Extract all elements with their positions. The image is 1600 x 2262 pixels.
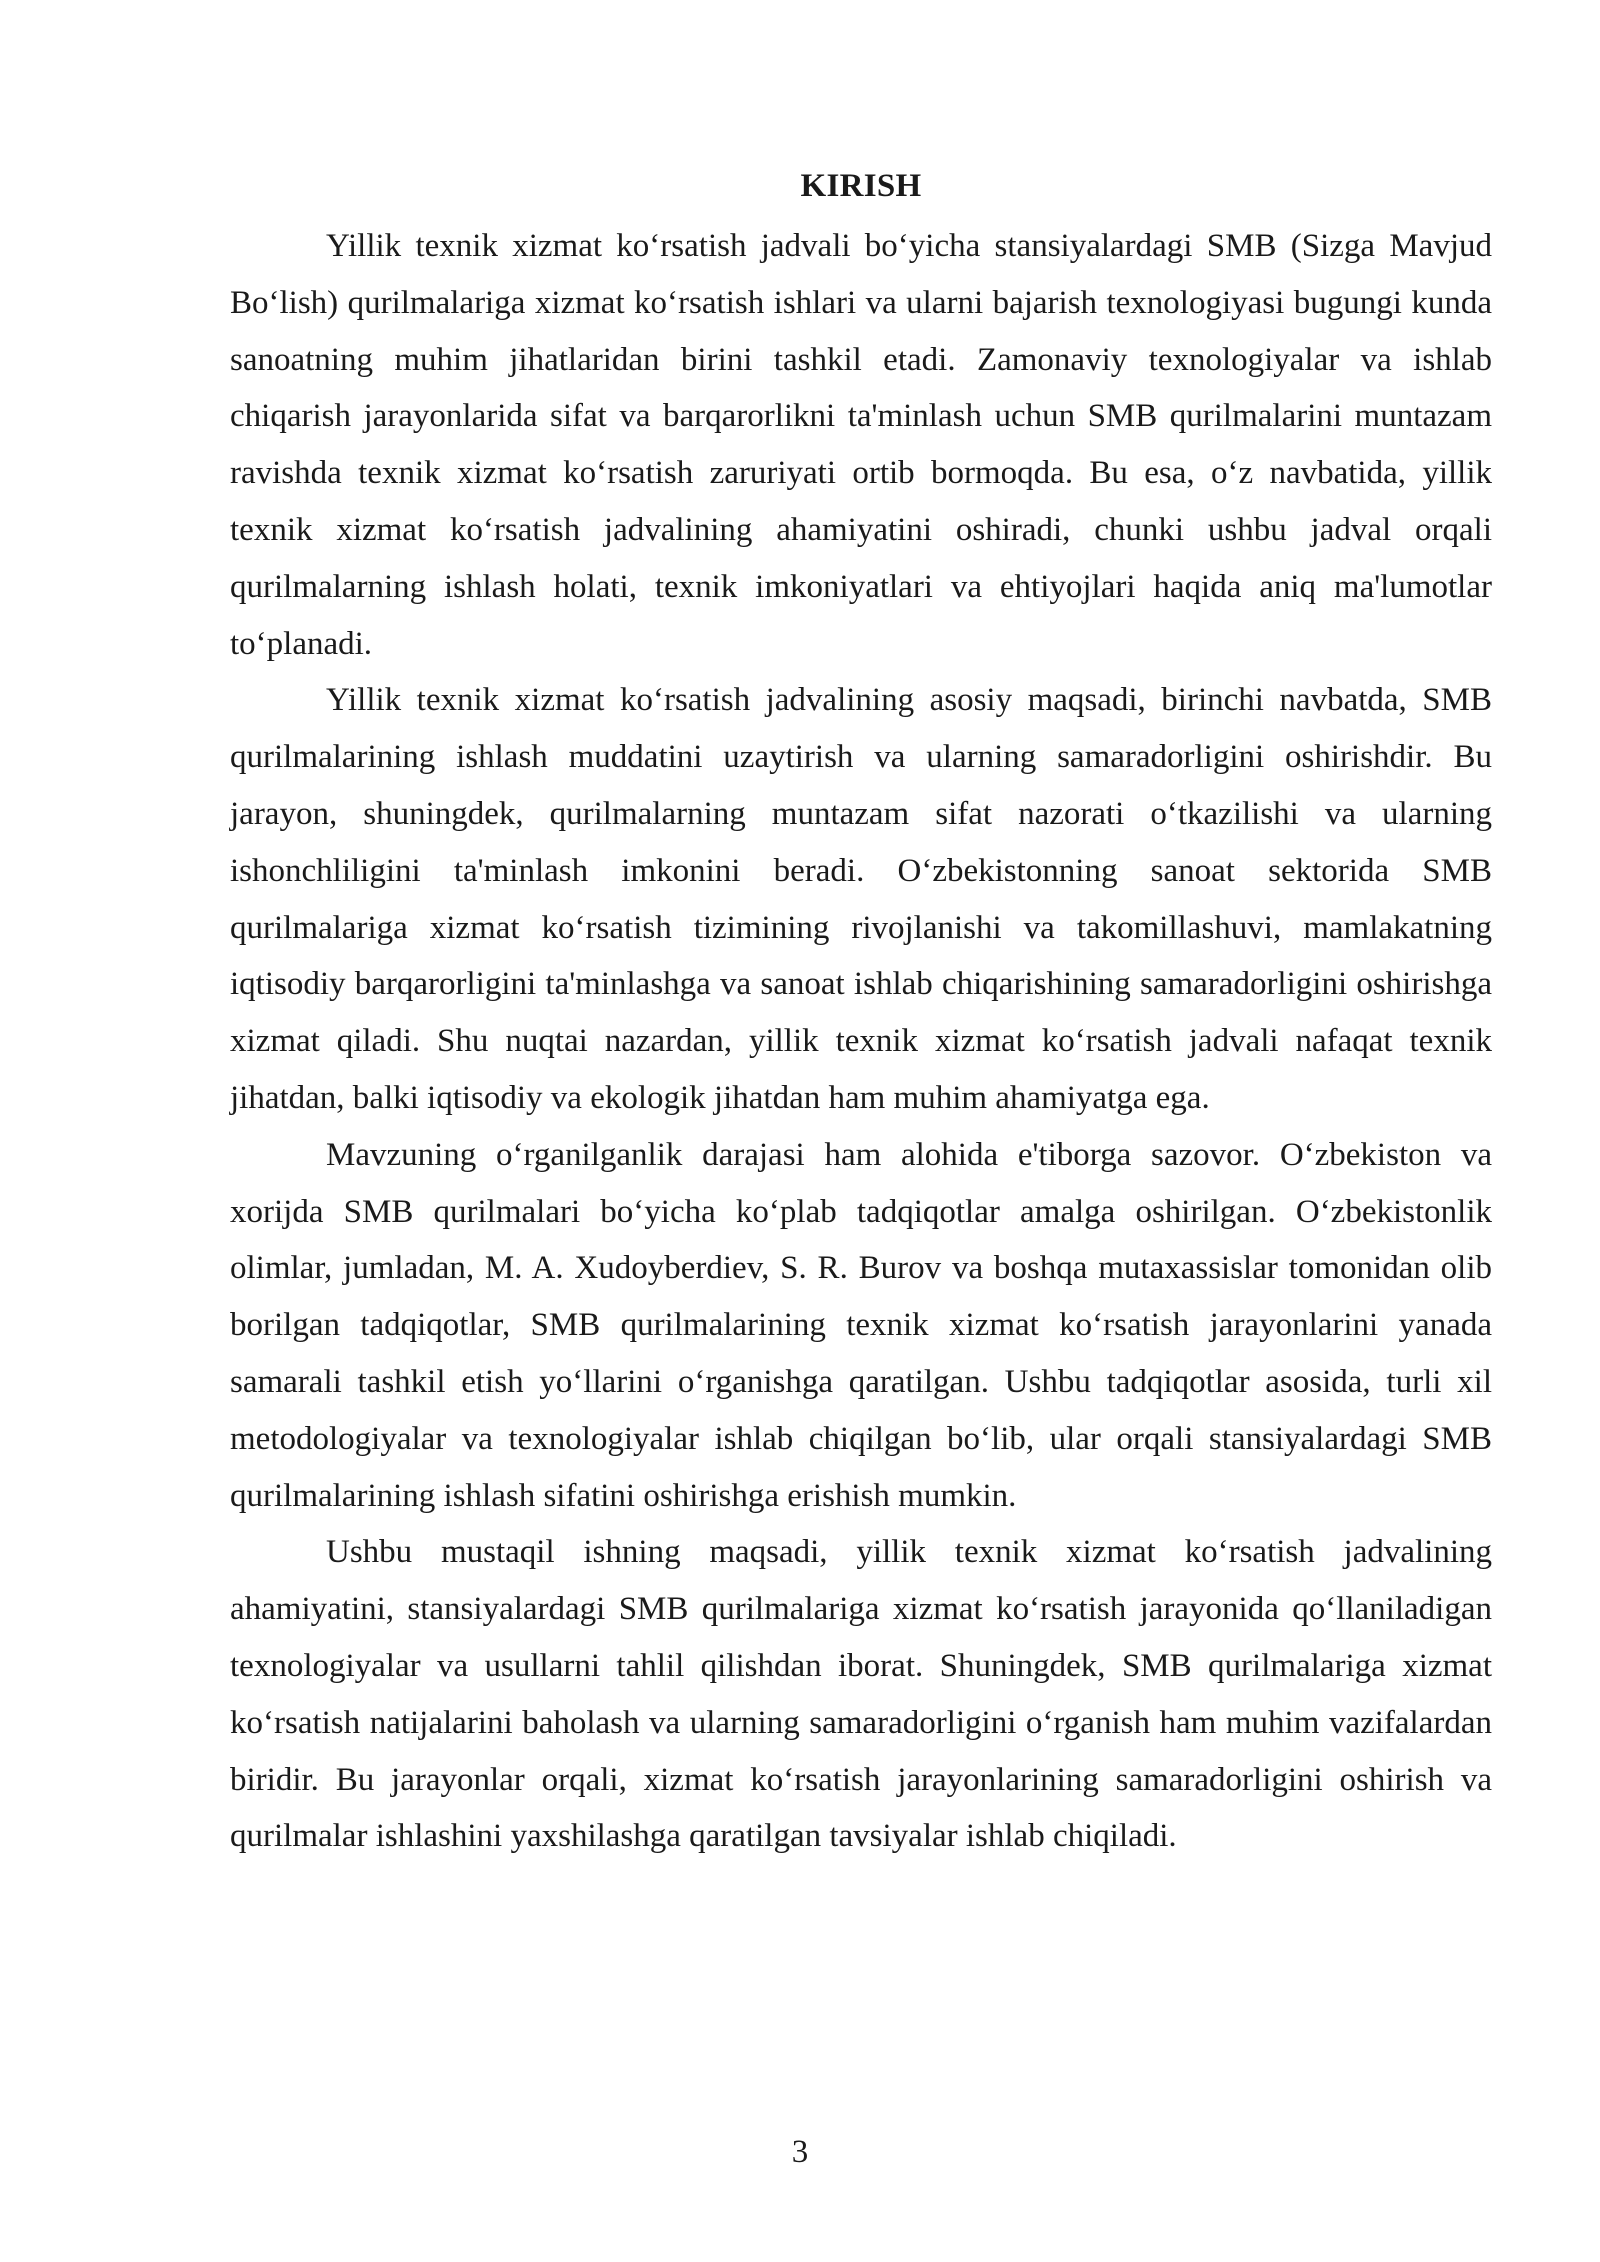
paragraph-2: Yillik texnik xizmat ko‘rsatish jadvalining asosiy maqsadi, birinchi navbatda, SMB qurilmalarining ishlash muddatini uzaytirish va ularning samaradorligini oshirishdir. Bu jarayon, shuningdek, qurilmalarning muntazam sifat nazorati o‘tkazilishi va ularning ishonchliligini ta'minlash imkonini beradi. O‘zbekistonning sanoat sektorida SMB qurilmalariga xizmat ko‘rsatish tizimining rivojlanishi va takomillashuvi, mamlakatning iqtisodiy barqarorligini ta'minlashga va sanoat ishlab chiqarishining samaradorligini oshirishga xizmat qiladi. Shu nuqtai nazardan, yillik texnik xizmat ko‘rsatish jadvali nafaqat texnik jihatdan, balki iqtisodiy va ekologik jihatdan ham muhim ahamiyatga ega. [230,682,1492,1116]
paragraph-1: Yillik texnik xizmat ko‘rsatish jadvali bo‘yicha stansiyalardagi SMB (Sizga Mavjud Bo‘lish) qurilmalariga xizmat ko‘rsatish ishlari va ularni bajarish texnologiyasi bugungi kunda sanoatning muhim jihatlaridan birini tashkil etadi. Zamonaviy texnologiyalar va ishlab chiqarish jarayonlarida sifat va barqarorlikni ta'minlash uchun SMB qurilmalarini muntazam ravishda texnik xizmat ko‘rsatish zaruriyati ortib bormoqda. Bu esa, o‘z navbatida, yillik texnik xizmat ko‘rsatish jadvalining ahamiyatini oshiradi, chunki ushbu jadval orqali qurilmalarning ishlash holati, texnik imkoniyatlari va ehtiyojlari haqida aniq ma'lumotlar to‘planadi. [230,228,1492,662]
page-content [230,158,1492,1865]
paragraph-3: Mavzuning o‘rganilganlik darajasi ham alohida e'tiborga sazovor. O‘zbekiston va xorijda SMB qurilmalari bo‘yicha ko‘plab tadqiqotlar amalga oshirilgan. O‘zbekistonlik olimlar, jumladan, M. A. Xudoyberdiev, S. R. Burov va boshqa mutaxassislar tomonidan olib borilgan tadqiqotlar, SMB qurilmalarining texnik xizmat ko‘rsatish jarayonlarini yanada samarali tashkil etish yo‘llarini o‘rganishga qaratilgan. Ushbu tadqiqotlar asosida, turli xil metodologiyalar va texnologiyalar ishlab chiqilgan bo‘lib, ular orqali stansiyalardagi SMB qurilmalarining ishlash sifatini oshirishga erishish mumkin. [230,1136,1492,1514]
section-heading: KIRISH [800,168,922,204]
page-number: 3 [791,2134,809,2170]
paragraph-4: Ushbu mustaqil ishning maqsadi, yillik texnik xizmat ko‘rsatish jadvalining ahamiyatini, stansiyalardagi SMB qurilmalariga xizmat ko‘rsatish jarayonida qo‘llaniladigan texnologiyalar va usullarni tahlil qilishdan iborat. Shuningdek, SMB qurilmalariga xizmat ko‘rsatish natijalarini baholash va ularning samaradorligini o‘rganish ham muhim vazifalardan biridir. Bu jarayonlar orqali, xizmat ko‘rsatish jarayonlarining samaradorligini oshirish va qurilmalar ishlashini yaxshilashga qaratilgan tavsiyalar ishlab chiqiladi. [230,1534,1492,1855]
